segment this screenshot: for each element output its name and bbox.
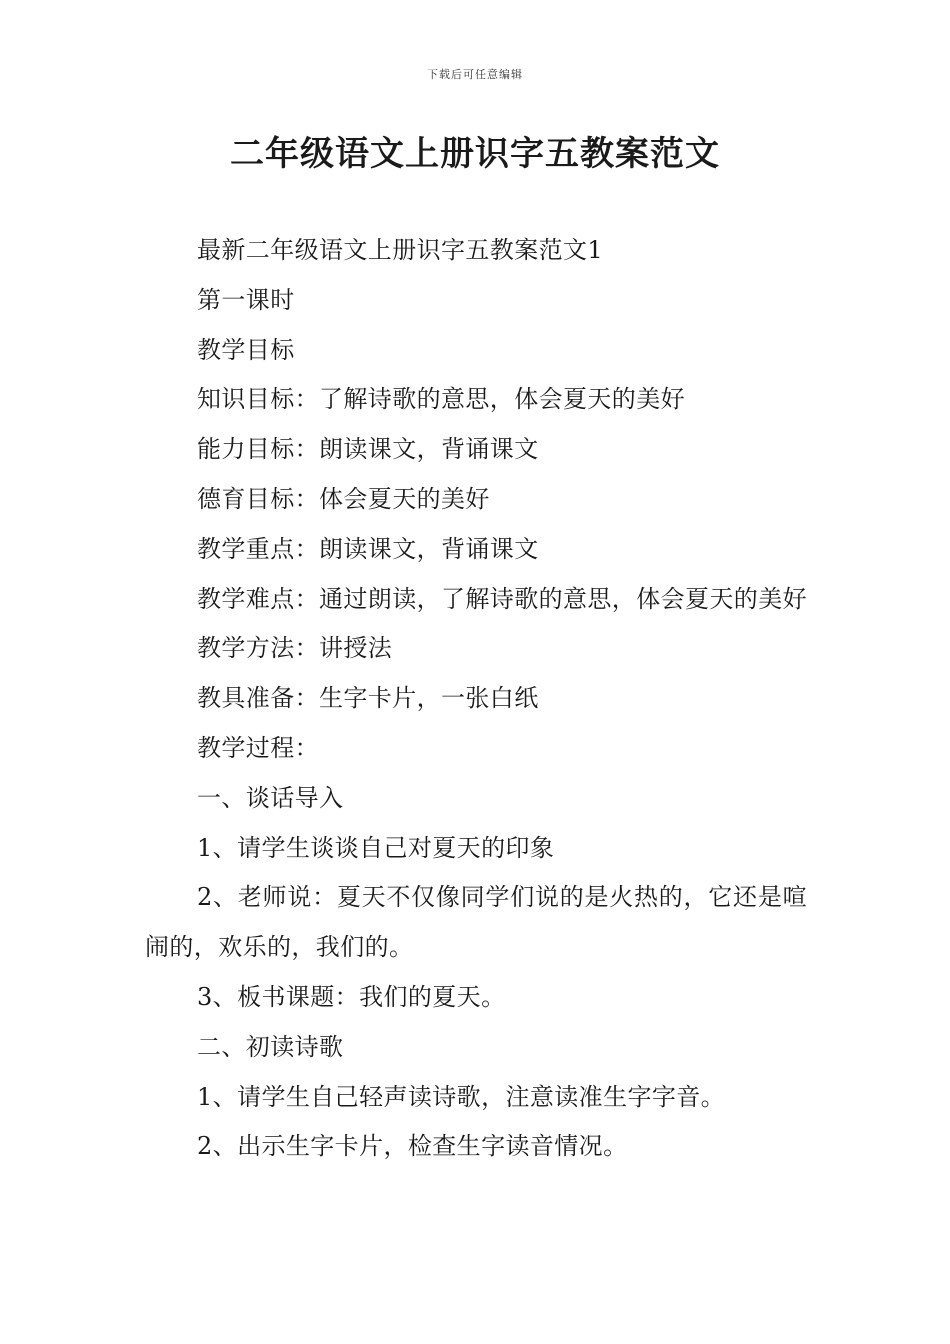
paragraph-step: 2、老师说：夏天不仅像同学们说的是火热的，它还是喧闹的，欢乐的，我们的。 — [145, 883, 807, 962]
page-header-note: 下载后可任意编辑 — [427, 68, 523, 81]
paragraph-step: 1、请学生自己轻声读诗歌，注意读准生字字音。 — [197, 1082, 726, 1111]
paragraph-step: 3、板书课题：我们的夏天。 — [197, 982, 506, 1011]
paragraph-goals-heading: 教学目标 — [197, 335, 295, 364]
paragraph-section-two: 二、初读诗歌 — [197, 1032, 344, 1061]
paragraph-ability-goal: 能力目标：朗读课文，背诵课文 — [197, 435, 539, 464]
document-title: 二年级语文上册识字五教案范文 — [230, 134, 720, 174]
paragraph-lesson: 第一课时 — [197, 285, 295, 314]
paragraph-key-points: 教学重点：朗读课文，背诵课文 — [197, 534, 539, 563]
paragraph-step: 2、出示生字卡片，检查生字读音情况。 — [197, 1132, 628, 1161]
document-body — [145, 226, 807, 1172]
paragraph-materials: 教具准备：生字卡片，一张白纸 — [197, 684, 539, 713]
paragraph-process-heading: 教学过程： — [197, 733, 319, 762]
paragraph-difficulties: 教学难点：通过朗读，了解诗歌的意思，体会夏天的美好 — [197, 584, 807, 613]
paragraph-step: 1、请学生谈谈自己对夏天的印象 — [197, 833, 555, 862]
paragraph-method: 教学方法：讲授法 — [197, 634, 393, 663]
paragraph-moral-goal: 德育目标：体会夏天的美好 — [197, 484, 490, 513]
paragraph-subtitle: 最新二年级语文上册识字五教案范文1 — [197, 236, 604, 264]
paragraph-knowledge-goal: 知识目标：了解诗歌的意思，体会夏天的美好 — [197, 385, 685, 414]
paragraph-section-one: 一、谈话导入 — [197, 783, 344, 812]
